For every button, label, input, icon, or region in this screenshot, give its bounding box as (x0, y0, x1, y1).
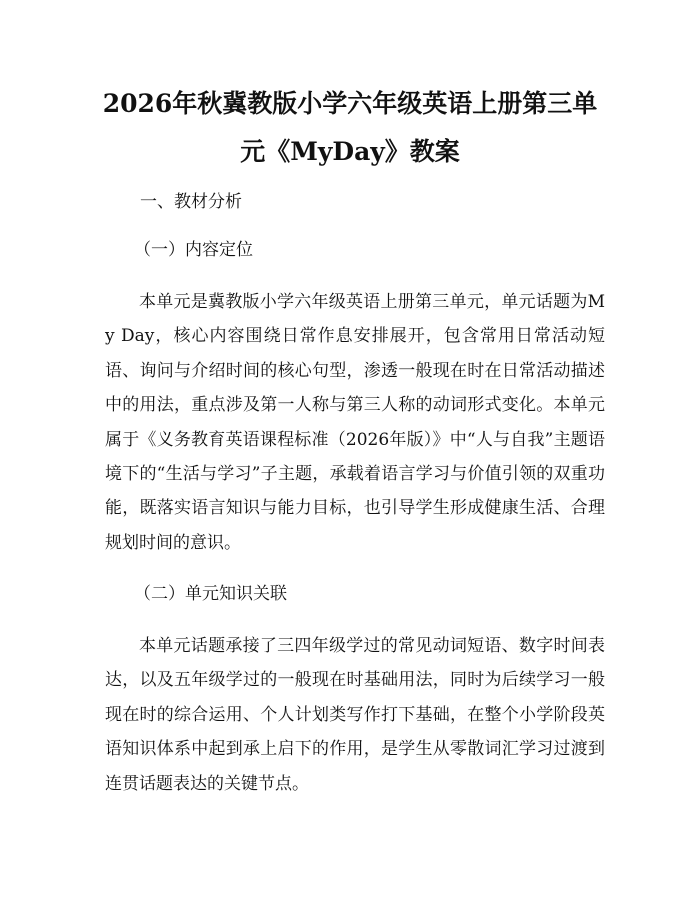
subsection-heading-content-positioning: （一）内容定位 (134, 240, 253, 260)
document-title-line1: 2026年秋冀教版小学六年级英语上册第三单 (102, 89, 598, 118)
paragraph-content-positioning: 本单元是冀教版小学六年级英语上册第三单元，单元话题为My Day，核心内容围绕日常作息安排展开，包含常用日常活动短语、询问与介绍时间的核心句型，渗透一般现在时在日常活动描述中的用法，重点涉及第一人称与第三人称的动词形式变化。本单元属于《义务教育英语课程标准（2026年版）》中“人与自我”主题语境下的“生活与学习”子主题，承载着语言学习与价值引领的双重功能，既落实语言知识与能力目标，也引导学生形成健康生活、合理规划时间的意识。 (105, 292, 605, 553)
section-heading-textbook-analysis: 一、教材分析 (140, 192, 242, 212)
subsection-heading-knowledge-connection: （二）单元知识关联 (134, 584, 287, 604)
paragraph-knowledge-connection: 本单元话题承接了三四年级学过的常见动词短语、数字时间表达，以及五年级学过的一般现在时基础用法，同时为后续学习一般现在时的综合运用、个人计划类写作打下基础，在整个小学阶段英语知识体系中起到承上启下的作用，是学生从零散词汇学习过渡到连贯话题表达的关键节点。 (105, 636, 605, 794)
document-title-line2: 元《MyDay》教案 (240, 137, 460, 166)
